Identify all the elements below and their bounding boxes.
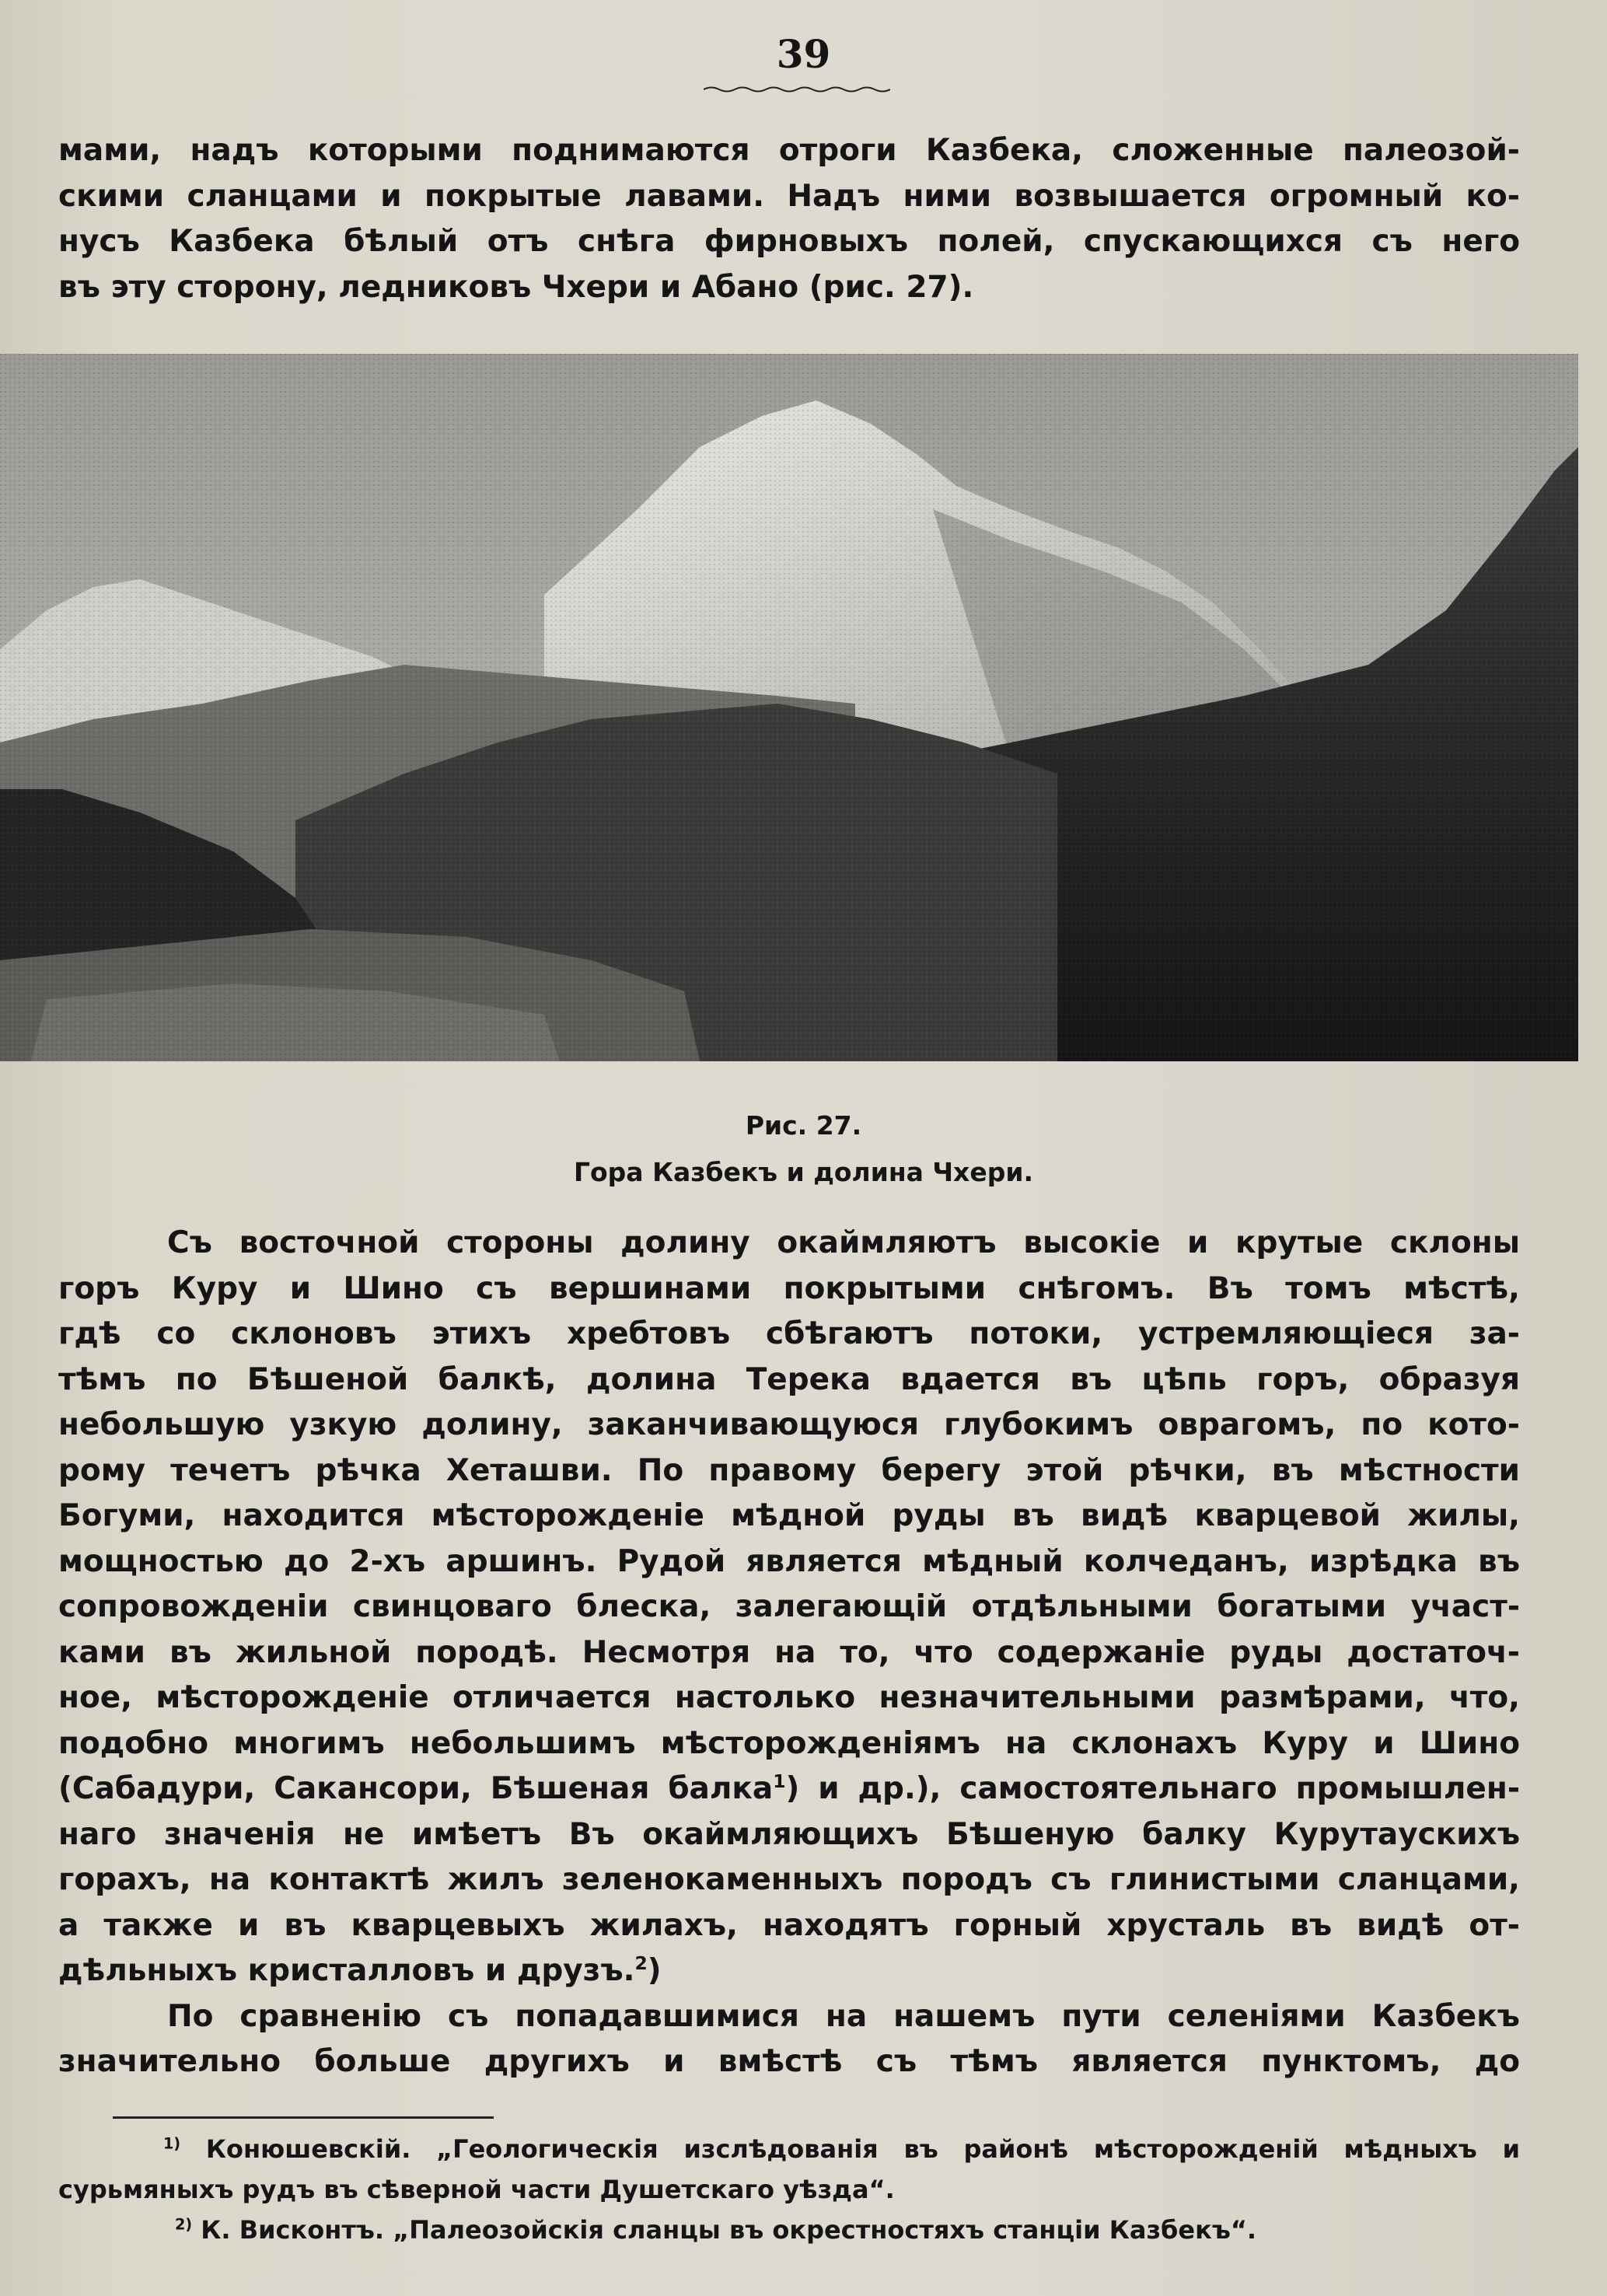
- page-number: 39: [776, 31, 831, 77]
- intro-paragraph: [58, 128, 1520, 310]
- text-fragment: ) и др.), самостоятельнаго промышлен-: [785, 1771, 1520, 1806]
- text-line-with-footnote: дѣльныхъ кристалловъ и друзъ.$^2$): [58, 1952, 662, 1988]
- page-number-ornament: [704, 86, 890, 93]
- footnote-mark: 2): [175, 2215, 193, 2234]
- footnote-2: [58, 2210, 1520, 2250]
- text-line: тѣмъ по Бѣшеной балкѣ, долина Терека вдается въ цѣпь горъ, образуя: [58, 1361, 1520, 1397]
- text-line: нусъ Казбека бѣлый отъ снѣга фирновыхъ полей, спускающихся съ него: [58, 224, 1520, 259]
- footnote-ref-1[interactable]: 1: [773, 1770, 786, 1792]
- figure-number: Рис. 27.: [745, 1110, 862, 1141]
- text-line: мощностью до 2-хъ аршинъ. Рудой является мѣдный колчеданъ, изрѣдка въ: [58, 1543, 1520, 1579]
- text-line: горъ Куру и Шино съ вершинами покрытыми снѣгомъ. Въ томъ мѣстѣ,: [58, 1270, 1520, 1306]
- footnote-1-cont: сурьмяныхъ рудъ въ сѣверной части Душетскаго уѣзда“.: [58, 2175, 895, 2204]
- footnote-divider: [113, 2116, 494, 2119]
- mountain-photograph: [0, 354, 1578, 1061]
- text-line: ное, мѣсторожденіе отличается настолько незначительными размѣрами, что,: [58, 1680, 1520, 1715]
- text-line: По сравненію съ попадавшимися на нашемъ пути селеніями Казбекъ: [167, 1998, 1520, 2034]
- text-line: горахъ, на контактѣ жилъ зеленокаменныхъ породъ съ глинистыми сланцами,: [58, 1862, 1520, 1897]
- figure-caption: Гора Казбекъ и долина Чхери.: [573, 1157, 1033, 1187]
- text-line: сопровожденіи свинцоваго блеска, залегающій отдѣльными богатыми участ-: [58, 1589, 1520, 1624]
- text-line: а также и въ кварцевыхъ жилахъ, находятъ горный хрусталь въ видѣ от-: [58, 1907, 1520, 1943]
- text-line: наго значенія не имѣетъ Въ окаймляющихъ Бѣшеную балку Курутаускихъ: [58, 1816, 1520, 1852]
- text-line: мами, надъ которыми поднимаются отроги Казбека, сложенные палеозой-: [58, 133, 1520, 168]
- footnote-text: К. Висконтъ. „Палеозойскія сланцы въ окрестностяхъ станціи Казбекъ“.: [201, 2215, 1257, 2245]
- text-fragment: (Сабадури, Сакансори, Бѣшеная балка: [58, 1771, 774, 1806]
- text-line: въ эту сторону, ледниковъ Чхери и Абано (рис. 27).: [58, 269, 974, 305]
- footnote-text: Конюшевскій. „Геологическія изслѣдованія въ районѣ мѣсторожденій мѣдныхъ и: [205, 2134, 1521, 2164]
- footnote-1: [58, 2129, 1520, 2169]
- text-line: Богуми, находится мѣсторожденіе мѣдной руды въ видѣ кварцевой жилы,: [58, 1498, 1520, 1533]
- footnote-mark: 1): [163, 2134, 181, 2153]
- text-line: гдѣ со склоновъ этихъ хребтовъ сбѣгаютъ потоки, устремляющіеся за-: [58, 1316, 1520, 1351]
- text-line: значительно больше другихъ и вмѣстѣ съ тѣмъ является пунктомъ, до: [58, 2044, 1520, 2079]
- text-line: Съ восточной стороны долину окаймляютъ высокіе и крутые склоны: [167, 1225, 1520, 1260]
- text-line: скими сланцами и покрытые лавами. Надъ ними возвышается огромный ко-: [58, 178, 1520, 214]
- text-line: небольшую узкую долину, заканчивающуюся глубокимъ оврагомъ, по кото-: [58, 1407, 1520, 1442]
- text-fragment: дѣльныхъ кристалловъ и друзъ.: [58, 1953, 635, 1988]
- text-line-with-footnote: [58, 1767, 1520, 1812]
- footnotes: [58, 2129, 1520, 2250]
- main-paragraph: [58, 1221, 1520, 2085]
- text-line: подобно многимъ небольшимъ мѣсторожденіямъ на склонахъ Куру и Шино: [58, 1725, 1520, 1761]
- text-line: рому течетъ рѣчка Хеташви. По правому берегу этой рѣчки, въ мѣстности: [58, 1452, 1520, 1488]
- text-line: ками въ жильной породѣ. Несмотря на то, что содержаніе руды достаточ-: [58, 1634, 1520, 1670]
- footnote-ref-2[interactable]: 2: [634, 1952, 648, 1974]
